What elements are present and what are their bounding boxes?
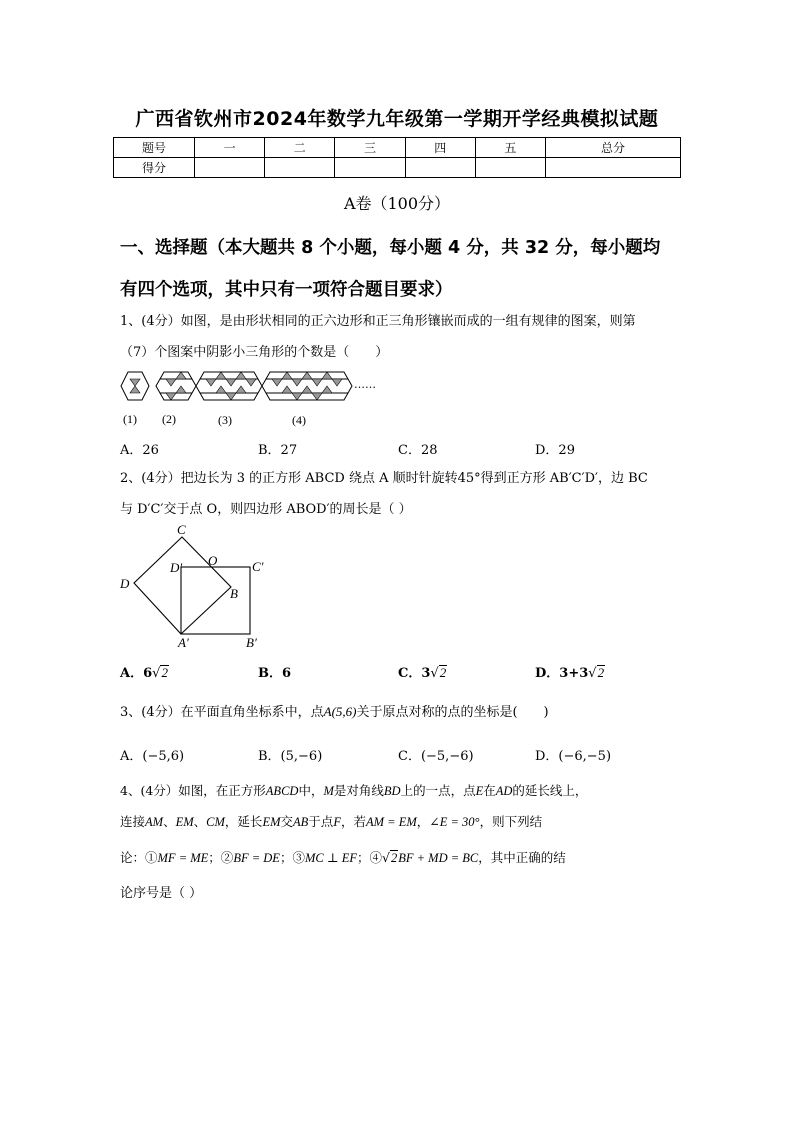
score-cell[interactable] [546,158,681,178]
score-table-header-row [114,138,681,158]
shaded-triangle [292,393,302,400]
header-cell: 五 [475,138,545,158]
q4-text: ， [416,814,430,829]
shaded-triangle [176,386,186,393]
shaded-triangle [166,393,176,400]
option-text: D．3+3 [535,666,589,681]
q4-math: MF = ME [157,851,209,865]
q1-figure-label: (3) [218,413,232,427]
shaded-triangle [312,393,322,400]
shaded-triangle [226,379,236,386]
q4-text: ，若 [340,814,366,829]
q4-text: ；② [208,850,234,865]
q4-text: 、 [163,814,176,829]
hexagon [156,372,196,400]
ellipsis: …… [354,378,376,391]
q2-option-b[interactable] [258,662,291,681]
q1-option-a[interactable]: A．26 [120,443,159,458]
label-a-prime: A′ [178,635,189,650]
shaded-triangle [302,372,312,379]
q4-text: 的延长线上， [512,783,588,798]
label-c-prime: C′ [252,559,264,574]
label-c: C [177,522,186,537]
q4-text: ，其中正确的结 [478,850,566,865]
q4-math: M [323,784,334,798]
q2-option-d[interactable] [535,662,605,681]
shaded-triangle [216,372,226,379]
sqrt-sign: √ [152,666,161,681]
shaded-triangle [282,386,292,393]
q4-text: 在 [483,783,496,798]
header-cell: 四 [405,138,475,158]
score-table-score-row [114,158,681,178]
q1-figure-label: (4) [292,413,306,427]
shaded-triangle [302,386,312,393]
part1-heading-line2: 有四个选项，其中只有一项符合题目要求） [120,280,453,300]
score-cell[interactable] [405,158,475,178]
option-text: A．6 [120,666,153,681]
score-table [113,137,681,178]
header-cell: 一 [195,138,265,158]
header-cell: 二 [265,138,335,158]
q4-text: 于点 [308,814,334,829]
q4-math: F [333,815,341,829]
q4-math: EM [262,815,281,829]
q4-math: AB [293,815,309,829]
q4-text: 4、(4分）如图，在正方形 [120,783,266,798]
shaded-triangle [246,379,256,386]
shaded-triangle [282,372,292,379]
shaded-triangle [206,379,216,386]
label-o: O [208,553,218,568]
q4-math: BF = DE [233,851,280,865]
shaded-triangle [226,393,236,400]
radicand: 2 [439,665,447,680]
sqrt-sign: √ [430,666,439,681]
q4-text: 中， [298,783,324,798]
q1-hexagon-pattern-figure [118,366,378,408]
exam-title: 广西省钦州市2024年数学九年级第一学期开学经典模拟试题 [135,108,659,130]
shaded-triangle [332,379,342,386]
q3-point: A(5,6) [323,704,357,719]
q1-option-c[interactable]: C．28 [398,443,438,458]
section-heading: A卷（100分） [343,194,451,213]
q4-text: 、 [193,814,207,829]
q1-text-line1: 1、(4分）如图，是由形状相同的正六边形和正三角形镶嵌而成的一组有规律的图案，则第 [120,314,636,329]
q4-math: EM [175,815,194,829]
q4-text-line1 [120,783,690,799]
radicand: 2 [597,665,605,680]
q3-text [120,704,690,721]
q4-math: ∠E = 30° [429,815,480,829]
q4-text: ；③ [279,850,305,865]
shaded-triangle [130,386,140,393]
sqrt-sign: √ [588,666,597,681]
label-b-prime: B′ [246,635,257,650]
header-cell: 题号 [114,138,195,158]
shaded-triangle [176,372,186,379]
q4-text: 是对角线 [333,783,384,798]
part1-heading-line1: 一、选择题（本大题共 8 个小题，每小题 4 分，共 32 分，每小题均 [120,238,661,258]
q4-math: BD [383,784,401,798]
sqrt-sign: √ [382,850,390,865]
shaded-triangle [166,379,176,386]
score-cell[interactable] [335,158,405,178]
q1-figure-label: (1) [123,412,137,426]
shaded-triangle [322,386,332,393]
q4-math: AM [145,815,164,829]
q4-math: ABCD [265,784,299,798]
q1-figure-label: (2) [162,412,176,426]
q3-option-d[interactable]: D．(−6,−5) [535,749,612,764]
shaded-triangle [292,379,302,386]
shaded-triangle [322,372,332,379]
option-text: C．3 [398,666,431,681]
q4-math: CM [206,815,225,829]
q4-text: 连接 [120,814,146,829]
row-label: 得分 [114,158,195,178]
radicand: 2 [161,665,168,680]
shaded-triangle [236,372,246,379]
square-abcd [134,537,231,634]
label-d: D [120,576,130,591]
q4-math: AM = EM [365,815,417,829]
q3-text-post: 关于原点对称的点的坐标是( ) [356,705,549,720]
q4-math: E [475,784,484,798]
header-cell: 三 [335,138,405,158]
shaded-triangle [236,386,246,393]
q4-math: AD [495,784,513,798]
shaded-triangle [312,379,322,386]
radicand: 2 [390,851,398,865]
q1-option-d[interactable]: D．29 [535,443,575,458]
q2-text-line2: 与 D′C′交于点 O，则四边形 ABOD′的周长是（ ） [120,502,412,517]
q4-math: BF + MD = BC [398,851,479,865]
q3-option-c[interactable]: C．(−5,−6) [398,749,474,764]
score-cell[interactable] [475,158,545,178]
q4-text: ，延长 [224,814,263,829]
q4-text-line3 [120,850,690,866]
q4-text-line4: 论序号是（ ） [120,886,203,901]
label-b: B [230,586,238,601]
q4-math: MC ⊥ EF [304,851,357,865]
q3-option-a[interactable]: A．(−5,6) [120,749,185,764]
q4-text: 论：① [120,850,158,865]
q4-text: 交 [280,814,294,829]
shaded-triangle [216,386,226,393]
shaded-triangle [272,379,282,386]
q1-option-b[interactable]: B．27 [258,443,298,458]
option-text: B．6 [258,666,292,681]
header-cell: 总分 [546,138,681,158]
q2-text-line1: 2、(4分）把边长为 3 的正方形 ABCD 绕点 A 顺时针旋转45°得到正方形 AB′C′D′，边 BC [120,471,648,486]
q4-text: ，则下列结 [479,814,543,829]
q3-text-pre: 3、(4分）在平面直角坐标系中，点 [120,705,324,720]
q2-option-a[interactable] [120,662,169,681]
label-d-prime: D′ [170,560,183,575]
score-cell[interactable] [195,158,265,178]
q1-text-line2: （7）个图案中阴影小三角形的个数是（ ） [120,345,389,360]
q4-text: ；④ [356,850,382,865]
q3-option-b[interactable]: B．(5,−6) [258,749,323,764]
q2-rotated-square-figure [116,520,276,652]
q2-option-c[interactable] [398,662,447,681]
shaded-triangle [130,379,140,386]
q4-text: 上的一点，点 [400,783,476,798]
score-cell[interactable] [265,158,335,178]
q4-text-line2 [120,814,690,830]
